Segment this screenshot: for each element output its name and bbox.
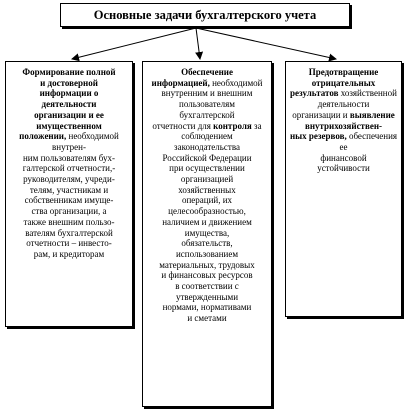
task-information-control: контроля: [213, 120, 252, 131]
task-information-heading: Обеспечение информацией,: [151, 67, 233, 88]
task-prevention-heading: Предотвращение отрицательных результатов: [290, 67, 379, 99]
task-formation-heading: Формирование полной и достоверной информации о деятельности организации и ее имущественном положении,: [19, 67, 116, 142]
task-prevention-text-1: хозяйственной деятельности организации и: [292, 88, 397, 120]
task-formation-text: необходимой внутрен- ним пользователям бух- галтерской отчетности,- руководителям, учреди- телям, участникам и собственникам имуще- ства организации, а также внешним пользо- вателям бухгалтерской отчетности – инвесто- рам, и кредиторам: [22, 131, 119, 259]
diagram-title-box: [60, 3, 350, 27]
task-box-information: [142, 61, 272, 407]
task-box-prevention: [285, 61, 402, 317]
task-prevention-text-2: обеспечения ее финансовой устойчивости: [317, 131, 398, 174]
diagram-title: Основные задачи бухгалтерского учета: [93, 7, 317, 22]
arrow-to-left-task: [72, 28, 196, 59]
task-information-text-1: необходимой внутренним и внешним пользователям бухгалтерской отчетности для: [152, 77, 263, 131]
task-box-formation: [5, 61, 133, 327]
arrow-to-right-task: [196, 28, 336, 59]
task-information-text-2: за соблюдением законодательства Российской Федерации при осуществлении организацией хозяйственных операций, их целесообразностью, наличием и движением имущества, обязательств, использованием материальных, трудовых и финансовых ресурсов в соответствии с утвержденными нормами, нормативами и сметами: [159, 120, 262, 324]
task-prevention-reserves: выявление внутрихозяйствен- ных резервов,: [289, 109, 395, 142]
arrow-to-middle-task: [196, 28, 200, 59]
